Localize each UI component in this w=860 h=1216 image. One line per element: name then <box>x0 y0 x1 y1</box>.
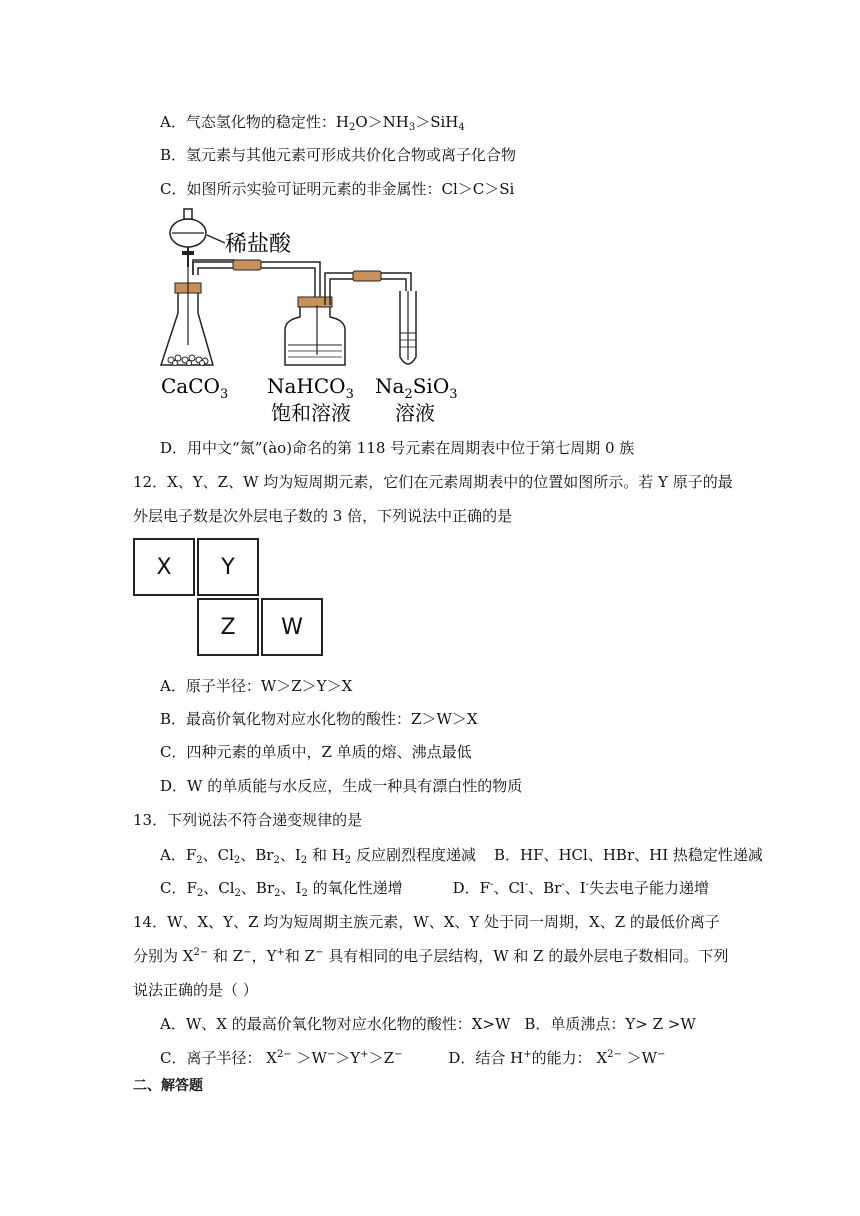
q14-options-cd: C．离子半径： $X^{2-} >W^->Y^+>Z^-$ D．结合 H+的能力： $X^{2-} >W^-$ <box>160 1049 666 1067</box>
flask-2-solution: 饱和溶液 <box>271 401 351 425</box>
q14-stem-line-2: 分别为 $X^{2-}$ 和 Z−，Y+和 Z− 具有相同的电子层结构，W 和 Z 的最外层电子数相同。下列 <box>133 947 729 965</box>
q13-stem: 13．下列说法不符合递变规律的是 <box>133 811 363 829</box>
q11-option-c: C．如图所示实验可证明元素的非金属性：Cl＞C＞Si <box>160 180 515 198</box>
flask-2-formula: NaHCO$_3$ <box>267 374 354 402</box>
experiment-apparatus-figure <box>155 205 475 430</box>
cell-x: X <box>133 538 195 596</box>
flask-3-solution: 溶液 <box>395 401 435 425</box>
q14-stem-line-3: 说法正确的是（ ） <box>133 981 258 999</box>
cell-z: Z <box>197 598 259 656</box>
q14-options-ab: A．W、X 的最高价氧化物对应水化物的酸性：X>W B．单质沸点：Y> Z >W <box>160 1015 696 1033</box>
q13-options-ab: A．$F_2$、$Cl_2$、$Br_2$、$I_2$ 和 $H_2$ 反应剧烈程度递减 B．HF、HCl、HBr、HI 热稳定性递减 <box>160 846 763 866</box>
reagent-label: 稀盐酸 <box>225 232 292 257</box>
cell-w: W <box>261 598 323 656</box>
q11-option-d: D．用中文“氮”(ào)命名的第 118 号元素在周期表中位于第七周期 0 族 <box>160 439 635 457</box>
q12-stem-line-1: 12．X、Y、Z、W 均为短周期元素，它们在元素周期表中的位置如图所示。若 Y 原子的最 <box>133 473 733 491</box>
section-heading: 二、解答题 <box>133 1078 203 1094</box>
q12-stem-line-2: 外层电子数是次外层电子数的 3 倍，下列说法中正确的是 <box>133 507 513 525</box>
q12-option-b: B．最高价氧化物对应水化物的酸性：Z＞W＞X <box>160 710 478 728</box>
q12-option-c: C．四种元素的单质中，Z 单质的熔、沸点最低 <box>160 743 472 761</box>
flask-1-label: CaCO$_3$ <box>161 374 229 402</box>
q11-option-b: B．氢元素与其他元素可形成共价化合物或离子化合物 <box>160 146 517 164</box>
q12-option-a: A．原子半径：W＞Z＞Y＞X <box>160 677 353 695</box>
q14-stem-line-1: 14．W、X、Y、Z 均为短周期主族元素，W、X、Y 处于同一周期，X、Z 的最低价离子 <box>133 913 720 931</box>
q11-option-a: A．气态氢化物的稳定性：$H_2O>NH_3>SiH_4$ <box>160 113 465 133</box>
cell-y: Y <box>197 538 259 596</box>
q12-option-d: D．W 的单质能与水反应，生成一种具有漂白性的物质 <box>160 777 523 795</box>
q13-options-cd: C．$F_2$、$Cl_2$、$Br_2$、$I_2$ 的氧化性递增 D．F-、Cl-、Br-、I-失去电子能力递增 <box>160 879 710 899</box>
flask-3-formula: $Na_2SiO_3$ <box>375 374 458 402</box>
